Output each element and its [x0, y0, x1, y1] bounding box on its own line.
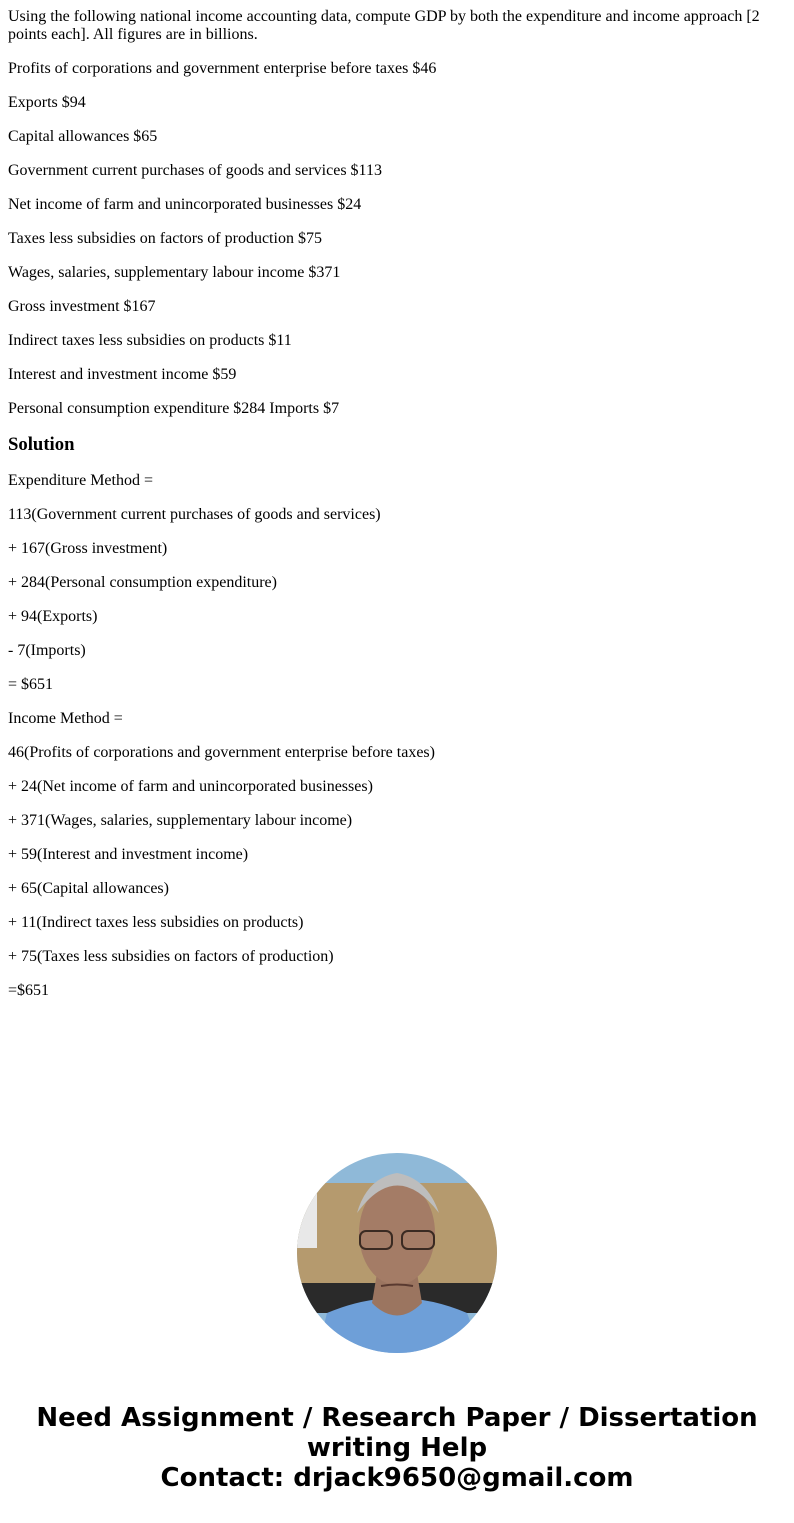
question-intro: Using the following national income accounting data, compute GDP by both the expenditure and income approach [2 points each]. All figures are in billions. — [8, 8, 760, 43]
question-item: Government current purchases of goods and services $113 — [8, 162, 382, 179]
solution-line: =$651 — [8, 982, 50, 999]
solution-line: Income Method = — [8, 710, 123, 727]
solution-line: + 94(Exports) — [8, 608, 98, 625]
question-item: Personal consumption expenditure $284 Imports $7 — [8, 400, 340, 417]
footer-line-2: writing Help — [306, 1433, 488, 1463]
question-item: Taxes less subsidies on factors of production $75 — [8, 230, 322, 247]
solution-line: + 167(Gross investment) — [8, 540, 168, 557]
solution-line: + 284(Personal consumption expenditure) — [8, 574, 277, 591]
solution-line: 113(Government current purchases of goods and services) — [8, 506, 381, 523]
question-item: Interest and investment income $59 — [8, 366, 237, 383]
solution-line: + 371(Wages, salaries, supplementary labour income) — [8, 812, 353, 829]
solution-line: = $651 — [8, 676, 54, 693]
question-item: Capital allowances $65 — [8, 128, 158, 145]
footer-contact: Contact: drjack9650@gmail.com — [160, 1463, 634, 1493]
question-item: Indirect taxes less subsidies on products $11 — [8, 332, 292, 349]
solution-line: + 59(Interest and investment income) — [8, 846, 249, 863]
solution-line: Expenditure Method = — [8, 472, 153, 489]
author-photo — [297, 1153, 497, 1353]
document-body — [8, 8, 778, 1016]
question-item: Net income of farm and unincorporated businesses $24 — [8, 196, 362, 213]
question-items — [8, 60, 778, 418]
solution-line: 46(Profits of corporations and government enterprise before taxes) — [8, 744, 435, 761]
footer-line-1: Need Assignment / Research Paper / Dissertation — [36, 1403, 758, 1433]
question-item: Exports $94 — [8, 94, 86, 111]
solution-line: + 24(Net income of farm and unincorporated businesses) — [8, 778, 373, 795]
solution-line: + 65(Capital allowances) — [8, 880, 169, 897]
question-item: Gross investment $167 — [8, 298, 156, 315]
solution-heading: Solution — [8, 434, 75, 455]
solution-line: + 75(Taxes less subsidies on factors of production) — [8, 948, 334, 965]
solution-lines — [8, 472, 778, 1000]
question-item: Wages, salaries, supplementary labour income $371 — [8, 264, 341, 281]
question-item: Profits of corporations and government enterprise before taxes $46 — [8, 60, 437, 77]
footer-ad — [0, 1403, 794, 1493]
solution-line: - 7(Imports) — [8, 642, 86, 659]
solution-line: + 11(Indirect taxes less subsidies on products) — [8, 914, 304, 931]
